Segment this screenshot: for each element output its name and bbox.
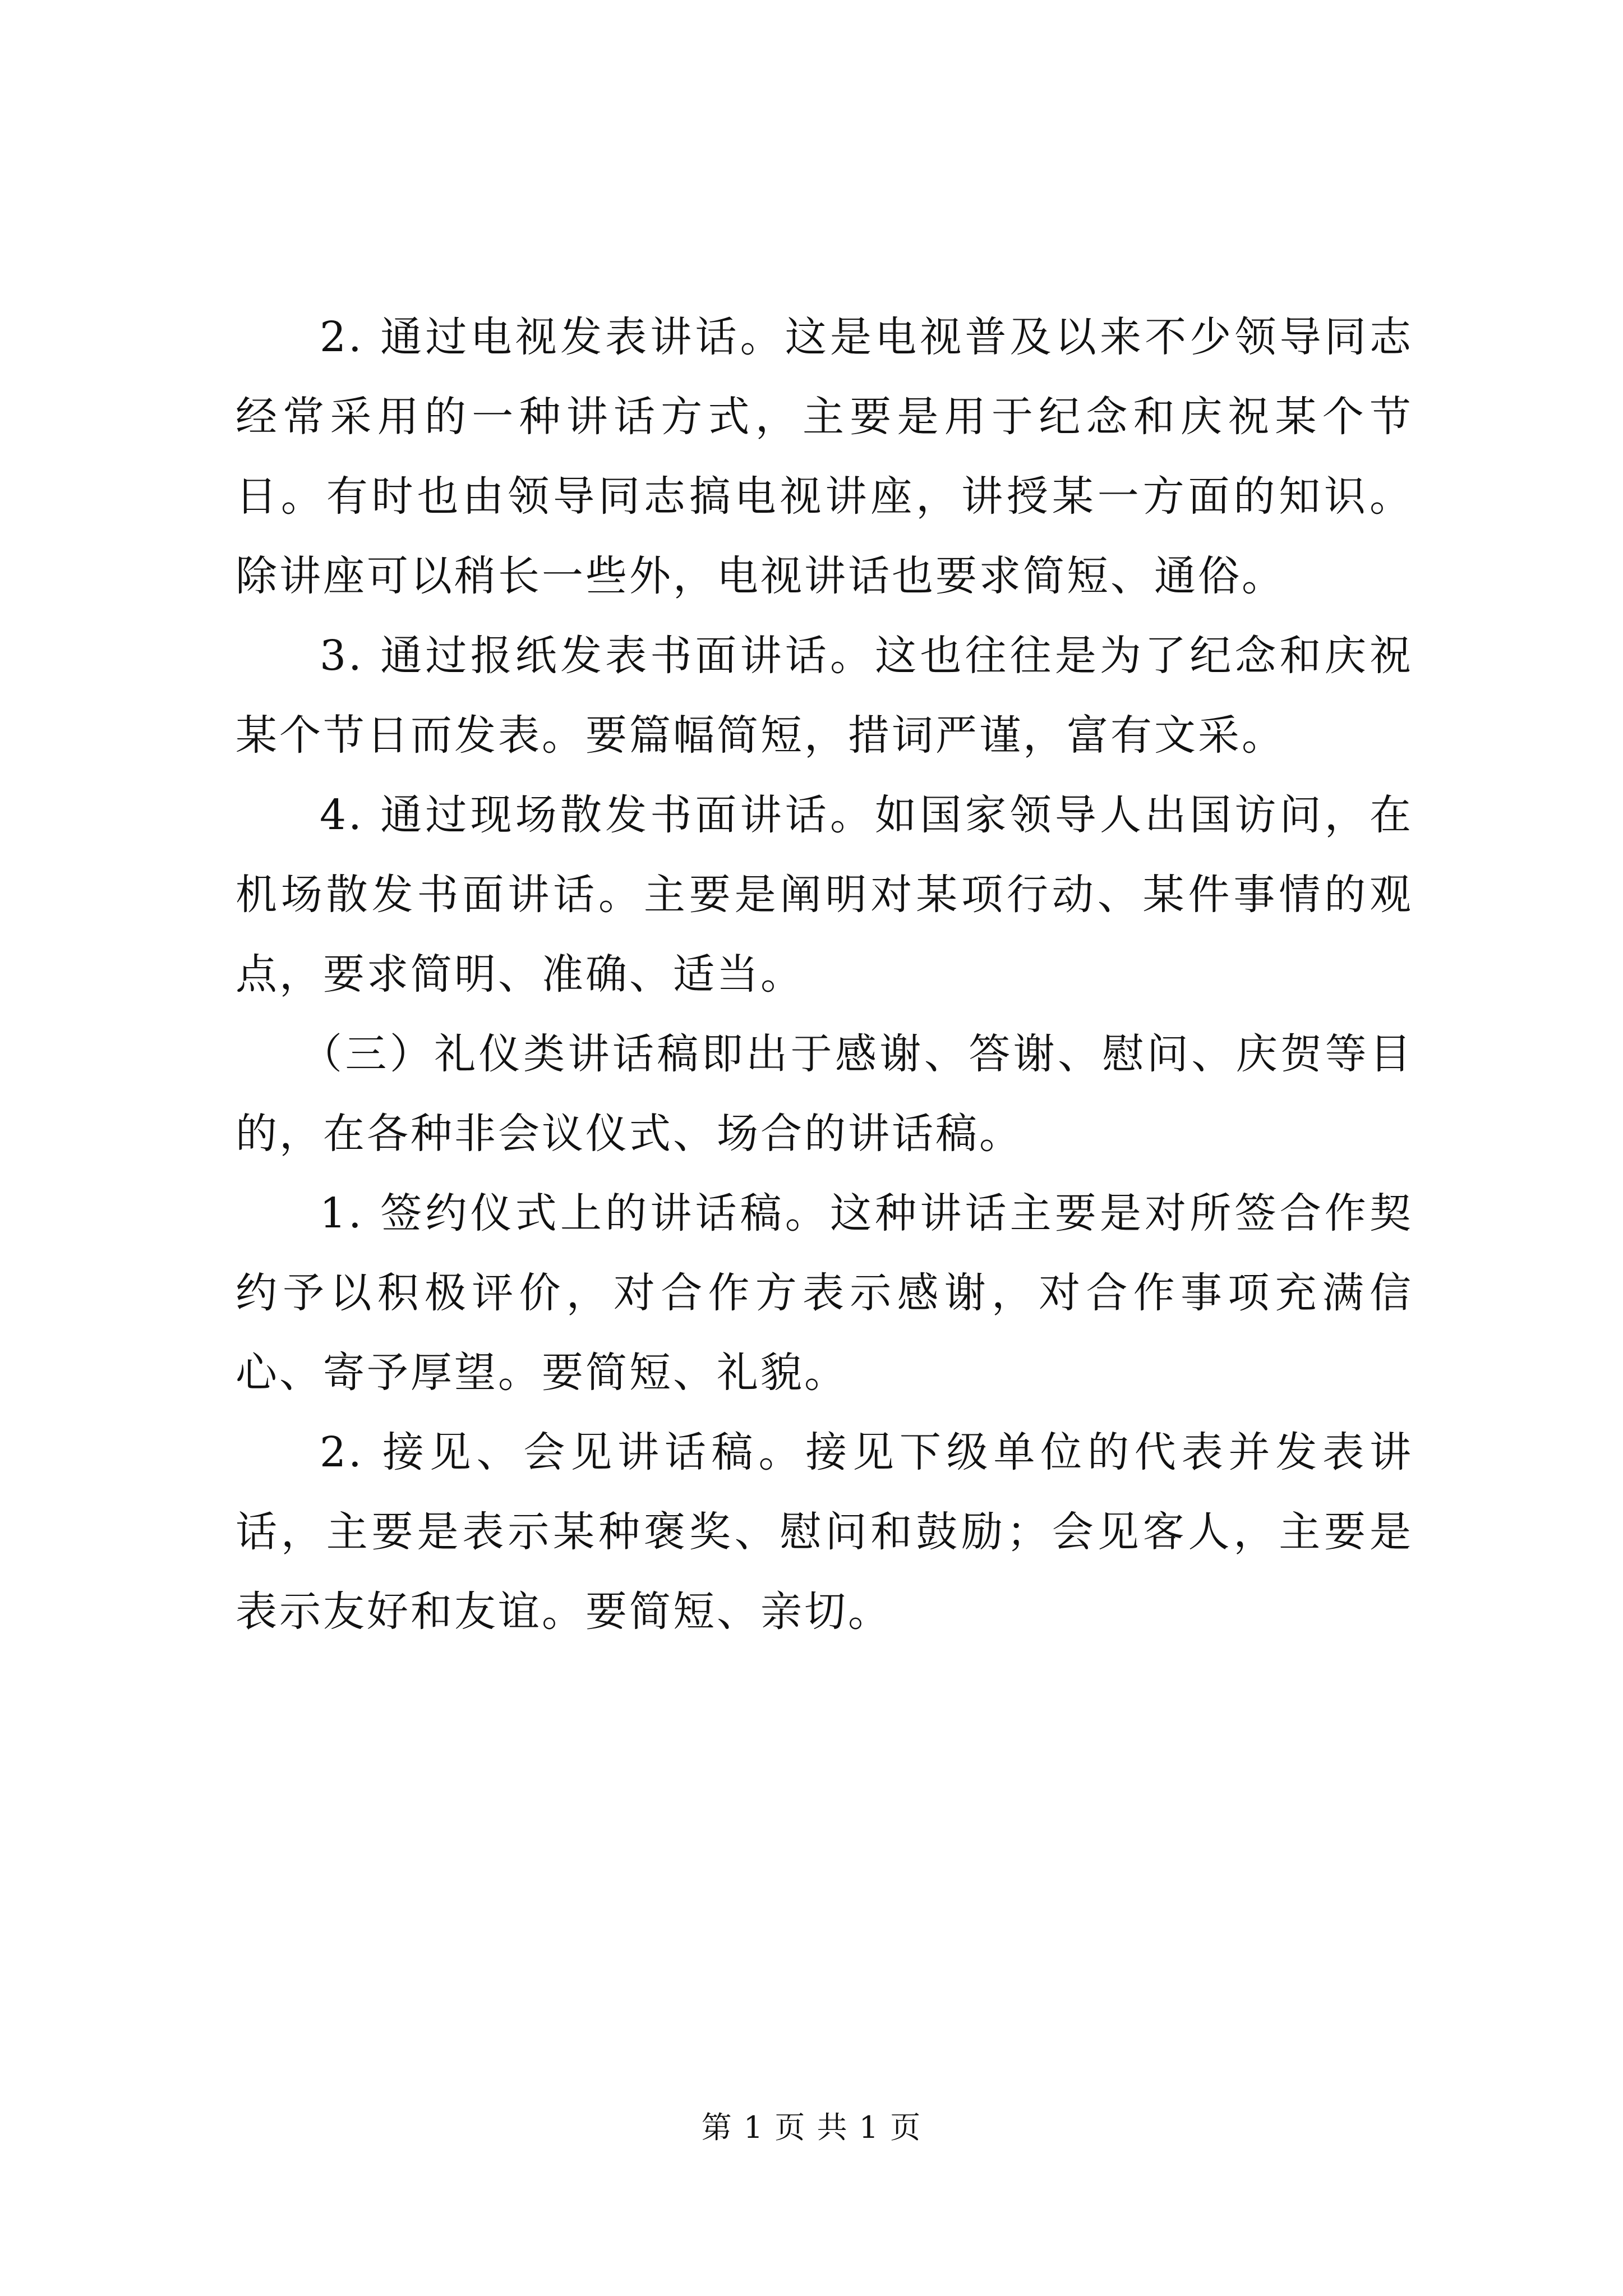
paragraph-onsite-speech: 4. 通过现场散发书面讲话。如国家领导人出国访问，在机场散发书面讲话。主要是阐明对某项行动、某件事情的观点，要求简明、准确、适当。 — [236, 791, 1413, 999]
document-body — [236, 297, 1413, 1651]
paragraph-reception-speech: 2. 接见、会见讲话稿。接见下级单位的代表并发表讲话，主要是表示某种褒奖、慰问和鼓励；会见客人，主要是表示友好和友谊。要简短、亲切。 — [236, 1428, 1413, 1636]
paragraph-newspaper-speech: 3. 通过报纸发表书面讲话。这也往往是为了纪念和庆祝某个节日而发表。要篇幅简短，措词严谨，富有文采。 — [236, 632, 1413, 760]
paragraph-signing-ceremony: 1. 签约仪式上的讲话稿。这种讲话主要是对所签合作契约予以积极评价，对合作方表示感谢，对合作事项充满信心、寄予厚望。要简短、礼貌。 — [236, 1189, 1413, 1397]
paragraph-tv-speech: 2. 通过电视发表讲话。这是电视普及以来不少领导同志经常采用的一种讲话方式，主要是用于纪念和庆祝某个节日。有时也由领导同志搞电视讲座，讲授某一方面的知识。除讲座可以稍长一些外，电视讲话也要求简短、通俗。 — [236, 313, 1413, 600]
paragraph-etiquette-section: （三）礼仪类讲话稿即出于感谢、答谢、慰问、庆贺等目的，在各种非会议仪式、场合的讲话稿。 — [236, 1030, 1413, 1158]
page-number-footer: 第 1 页 共 1 页 — [701, 2110, 922, 2145]
